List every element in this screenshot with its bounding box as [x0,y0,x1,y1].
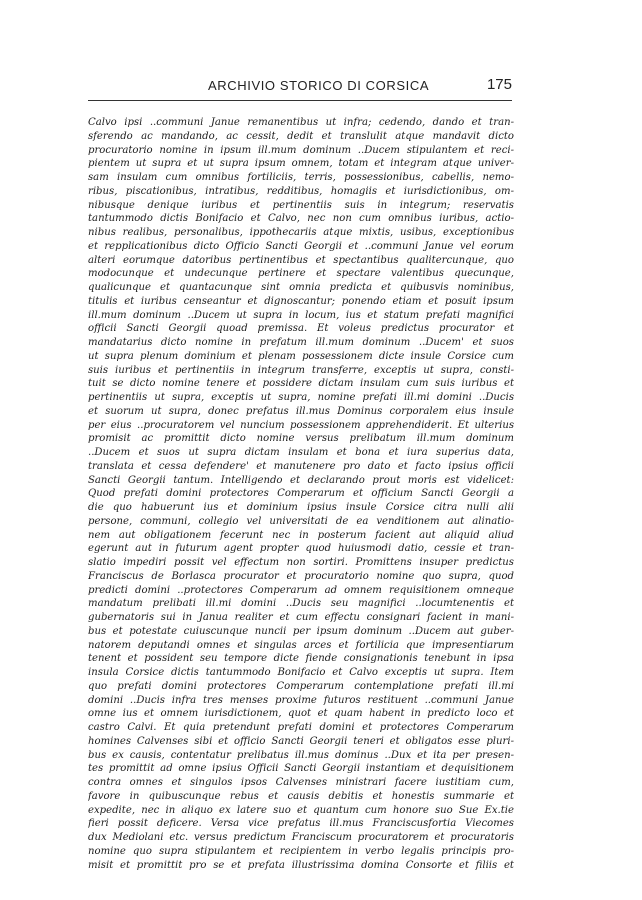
text-line: Franciscus de Borlasca procurator et procuratorio nomine quo supra, quod [88,570,514,582]
text-line: bus ex causis, contentatur prelibatus ill.mus dominus ..Dux et ita per presen- [88,749,514,761]
text-line: egerunt aut in futurum agent propter quod huiusmodi datio, cessie et tran- [88,543,514,555]
text-line: tuit se dicto nomine tenere et possidere dictam insulam cum suis iuribus et [88,378,514,390]
text-line: slatio impediri possit vel effectum non sortiri. Promittens insuper predictus [88,557,514,568]
text-line: ..Ducem et suos ut supra dictam insulam et bona et iura superius data, [88,447,514,458]
text-line: misit et promittit pro se et prefata illustrissima domina Consorte et filiis et [88,859,514,871]
text-line: gubernatoris sui in Janua realiter et cum effectu consignari facient in mani- [88,612,514,623]
text-line: qualicunque et quantacunque sint omnia predicta et quibusvis nominibus, [88,282,514,293]
text-line: nibus realibus, personalibus, ippothecariis atque mixtis, usibus, exceptionibus [88,227,514,238]
text-line: dux Mediolani etc. versus predictum Franciscum procuratorem et procuratoris [88,832,514,843]
header-rule [88,100,512,101]
text-line: homines Calvenses sibi et officio Sancti Georgii teneri et obligatos esse pluri- [88,735,514,747]
text-line: et suorum ut supra, donec prefatus ill.mus Dominus corporalem eius insule [88,405,514,417]
text-line: pientem ut supra et ut supra ipsum omnem, totam et integram atque univer- [88,158,514,170]
text-line: expedite, nec in aliquo ex latere suo et quantum cum honore suo Sue Ex.tie [88,804,514,816]
text-line: insula Corsice dictis tantummodo Bonifacio et Calvo exceptis ut supra. Item [88,667,514,678]
text-line: Calvo ipsi ..communi Janue remanentibus ut infra; cedendo, dando et tran- [88,117,514,128]
text-line: contra omnes et singulos ipsos Calvenses ministrari facere iustitiam cum, [88,777,514,788]
text-line: ill.mum dominum ..Ducem ut supra in locum, ius et statum prefati magnifici [88,309,514,321]
text-line: die quo habuerunt ius et dominium ipsius insule Corsice citra nulli alii [88,502,514,513]
page-number: 175 [486,76,512,93]
text-line: Sancti Georgii tantum. Intelligendo et declarando prout moris est videlicet: [88,474,514,486]
running-title: ARCHIVIO STORICO DI CORSICA [208,78,430,93]
text-line: ut supra plenum dominium et plenam possessionem dicte insule Corsice cum [88,350,514,362]
text-line: pertinentiis ut supra, exceptis ut supra, nomine prefati ill.mi domini ..Ducis [88,392,514,403]
text-line: mandatum prelibati ill.mi domini ..Ducis seu magnifici ..locumtenentis et [88,598,514,610]
text-line: nibusque denique iuribus et pertinentiis suis in integrum; reservatis [88,199,514,211]
text-line: procuratorio nomine in ipsum ill.mum dominum ..Ducem stipulantem et reci- [88,144,514,156]
text-line: nem aut obligationem fecerunt nec in posterum facient aut aliquid aliud [88,529,514,541]
text-line: sferendo ac mandando, ac cessit, dedit et translulit atque mandavit dicto [88,130,514,142]
page-header [88,78,512,104]
text-line: sam insulam cum omnibus fortiliciis, terris, possessionibus, cabellis, nemo- [88,172,514,183]
text-line: natorem deputandi omnes et singulas arces et fortilicia que impresentiarum [88,639,514,651]
text-line: translata et cessa defendere' et manutenere pro dato et facto ipsius officii [88,460,514,472]
text-line: mandatarius dicto nomine in prefatum ill.mum dominum ..Ducem' et suos [88,337,514,348]
text-line: favore in quibuscunque rebus et causis debitis et honestis summarie et [88,790,514,802]
text-line: officii Sancti Georgii quoad premissa. Et voleus predictus procurator et [88,323,514,335]
text-line: modocunque et undecunque pertinere et spectare valentibus quecunque, [88,268,514,280]
text-line: ribus, piscationibus, intratibus, redditibus, homagiis et iurisdictionibus, om- [88,185,514,197]
text-line: tes promittit ad omne ipsius Officii Sancti Georgii instantiam et dequisitionem [88,763,514,775]
text-line: castro Calvi. Et quia pretendunt prefati domini et protectores Comperarum [88,722,514,733]
body-text [88,116,514,872]
text-line: fieri possit deficere. Versa vice prefatus ill.mus Franciscusfortia Viecomes [88,818,514,830]
text-line: promisit ac promittit dicto nomine versus prelibatum ill.mum dominum [88,433,514,445]
text-line: tenent et possident seu tempore dicte fiende consignationis tenebunt in ipsa [88,653,514,665]
text-line: omne ius et omnem iurisdictionem, quot et quam habent in predicto loco et [88,708,514,720]
text-line: suis iuribus et pertinentiis in integrum transferre, exceptis ut supra, consti- [88,364,514,376]
text-line: bus et potestate cuiuscunque nuncii per ipsum dominum ..Ducem aut guber- [88,625,514,637]
text-line: domini ..Ducis infra tres menses proxime futuros restituent ..communi Janue [88,694,514,706]
text-line: Quod prefati domini protectores Comperarum et officium Sancti Georgii a [88,488,514,500]
text-line: tantummodo dictis Bonifacio et Calvo, nec non cum omnibus iuribus, actio- [88,213,514,225]
text-line: titulis et iuribus censeantur et dignoscantur; ponendo etiam et posuit ipsum [88,295,514,307]
text-line: persone, communi, collegio vel universitati de ea venditionem aut alinatio- [88,515,514,527]
text-line: alteri eorumque datoribus pertinentibus et spectantibus qualitercunque, quo [88,254,514,266]
text-line: quo prefati domini protectores Comperarum contemplatione prefati ill.mi [88,680,514,692]
text-line: per eius ..procuratorem vel nuncium possessionem apprehendiderit. Et ulterius [88,419,514,431]
text-line: predicti domini ..protectores Comperarum ad omnem requisitionem omneque [88,584,514,596]
text-line: nomine quo supra stipulantem et recipientem in verbo legalis principis pro- [88,845,514,857]
text-line: et repplicationibus dicto Officio Sancti Georgii et ..communi Janue vel eorum [88,240,514,252]
